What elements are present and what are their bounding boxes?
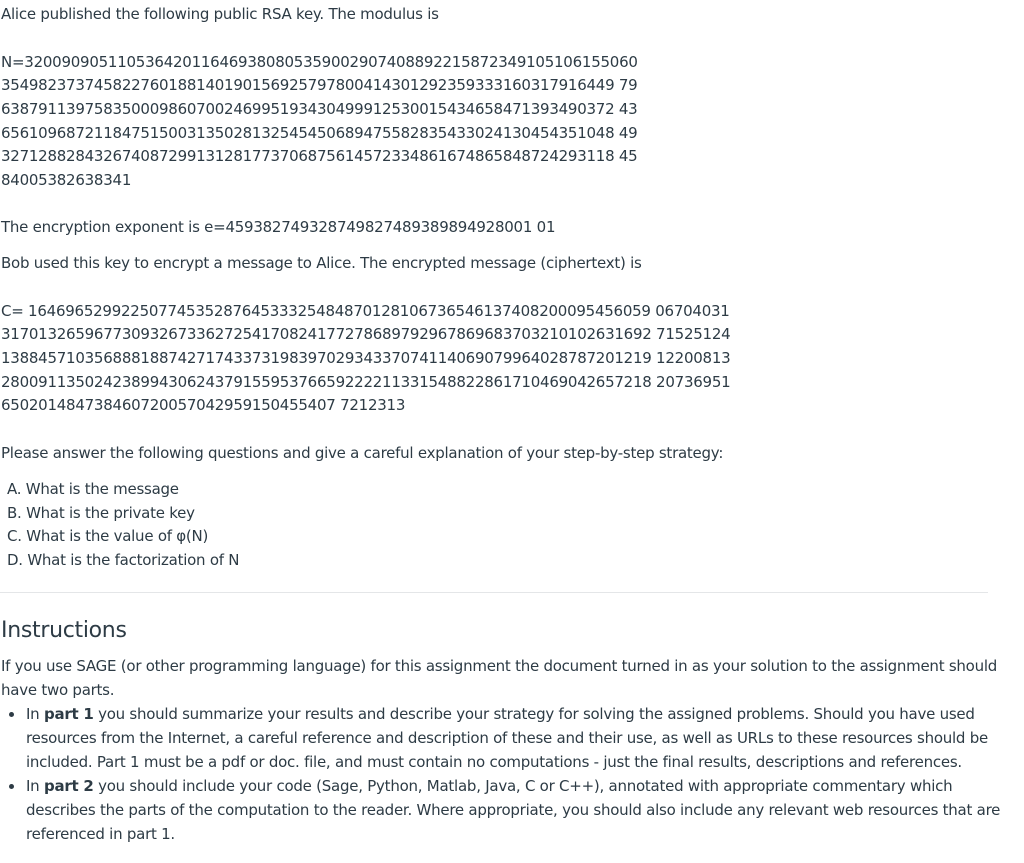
modulus-line: 84005382638341 <box>1 171 132 189</box>
modulus-line: 327128828432674087299131281773706875614572334861674865848724293118 45 <box>1 147 638 165</box>
question-item: B. What is the private key <box>7 503 195 522</box>
question-intro: Please answer the following questions and give a careful explanation of your step-by-step strategy: <box>1 444 724 462</box>
instructions-heading: Instructions <box>1 618 127 643</box>
exponent-text <box>1 216 555 238</box>
bullet-text: you should include your code (Sage, Python, Matlab, Java, C or C++), annotated with appropriate commentary which describes the parts of the computation to the reader. Where appropriate, you should also include any relevant web resources that are referenced in part 1. <box>26 776 1001 843</box>
modulus-line: N=320090905110536420116469380805359002907408892215872349105106155060 <box>1 53 638 71</box>
bullet-dot <box>9 784 14 789</box>
ciphertext-line: C= 1646965299225077453528764533325484870128106736546137408200095456059 06704031 <box>1 302 730 320</box>
question-item: D. What is the factorization of N <box>7 551 240 570</box>
bullet-bold: part 2 <box>43 776 94 795</box>
modulus-line: 638791139758350009860700246995193430499912530015434658471393490372 43 <box>1 100 638 118</box>
ciphertext-line: 2800911350242389943062437915595376659222211331548822861710469042657218 20736951 <box>1 373 731 391</box>
ciphertext-line: 1388457103568881887427174337319839702934337074114069079964028787201219 12200813 <box>1 349 731 367</box>
modulus-line: 354982373745822760188140190156925797800414301292359333160317916449 79 <box>1 76 638 94</box>
bullet-prefix: In <box>26 705 44 723</box>
bob-text: Bob used this key to encrypt a message to Alice. The encrypted message (ciphertext) is <box>1 254 642 272</box>
bullet-text: you should summarize your results and describe your strategy for solving the assigned problems. Should you have used resources from the Internet, a careful reference and description of these and their use, as well as URLs to these resources should be included. Part 1 must be a pdf or doc. file, and must contain no computations - just the final results, descriptions and references. <box>26 705 988 771</box>
ciphertext-line: 650201484738460720057042959150455407 7212313 <box>1 396 406 414</box>
exponent-value: e=459382749328749827489389894928001 01 <box>204 218 556 236</box>
ciphertext-line: 3170132659677309326733627254170824177278689792967869683703210102631692 71525124 <box>1 325 731 343</box>
bullet-bold: part 1 <box>43 705 94 723</box>
instruction-bullet <box>26 775 1001 847</box>
question-item: C. What is the value of φ(N) <box>7 527 209 546</box>
bullet-prefix: In <box>26 776 44 795</box>
instructions-intro: If you use SAGE (or other programming language) for this assignment the document turned in as your solution to the assignment should have two parts. <box>1 657 998 699</box>
bullet-dot <box>9 712 14 717</box>
question-list <box>7 478 239 573</box>
intro-text: Alice published the following public RSA key. The modulus is <box>1 5 439 23</box>
modulus-line: 656109687211847515003135028132545450689475582835433024130454351048 49 <box>1 124 638 142</box>
section-divider <box>0 592 988 593</box>
question-item: A. What is the message <box>7 480 179 498</box>
instructions-list <box>26 703 1001 846</box>
instruction-bullet <box>26 703 1001 775</box>
exponent-label: The encryption exponent is <box>1 218 205 236</box>
